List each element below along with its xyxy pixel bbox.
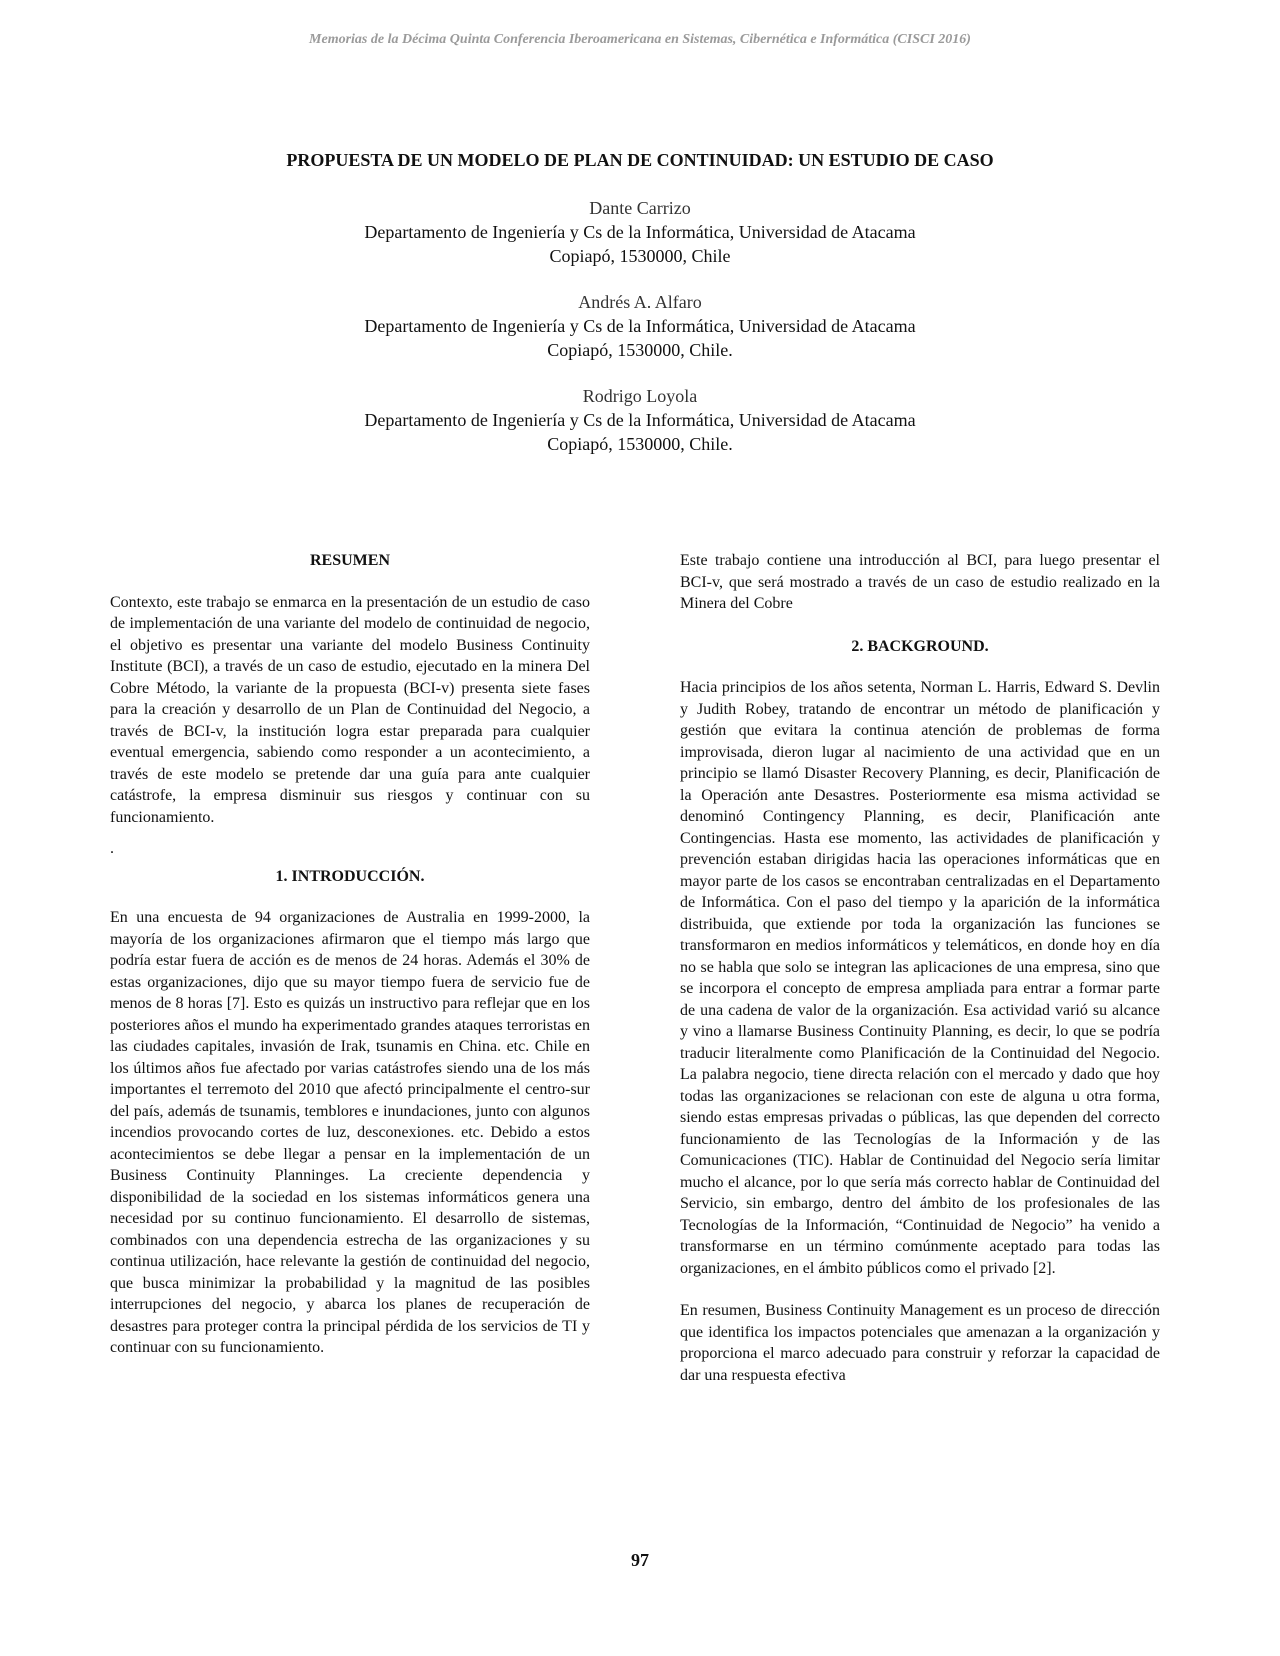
paper-title: PROPUESTA DE UN MODELO DE PLAN DE CONTINUIDAD: UN ESTUDIO DE CASO bbox=[286, 150, 994, 170]
left-column bbox=[110, 550, 590, 1359]
resumen-heading: RESUMEN bbox=[309, 552, 390, 569]
page-number: 97 bbox=[631, 1550, 649, 1570]
right-column bbox=[680, 550, 1160, 1386]
spacer bbox=[680, 1279, 1160, 1300]
author-name: Dante Carrizo bbox=[589, 198, 691, 218]
background-paragraph: Hacia principios de los años setenta, Norman L. Harris, Edward S. Devlin y Judith Robey, tratando de encontrar un método de planificación y gestión que evitara la continua atención de problemas de forma improvisada, dieron lugar al nacimiento de una actividad que en un principio se llamó Disaster Recovery Planning, es decir, Planificación de la Operación ante Desastres. Posteriormente esa misma actividad se denominó Contingency Planning, es decir, Planificación ante Contingencias. Hasta ese momento, las actividades de planificación y prevención estaban dirigidas hacia las operaciones informáticas que en mayor parte de los casos se encontraban centralizadas en el Departamento de Informática. Con el paso del tiempo y la aparición de la informática distribuida, que extiende por toda la organización las funciones se transformaron en medios informáticos y telemáticos, en donde hoy en día no se habla que solo se integran las aplicaciones de una empresa, sino que se incorpora el concepto de empresa ampliada para entrar a formar parte de una cadena de valor de la organización. Esa actividad varió su alcance y vino a llamarse Business Continuity Planning, es decir, lo que se podría traducir literalmente como Planificación de la Continuidad del Negocio. La palabra negocio, tiene directa relación con el mercado y dado que hoy todas las organizaciones se relacionan con este de alguna u otra forma, siendo estas empresas privadas o públicas, las que dependen del correcto funcionamiento de las Tecnologías de la Información y de las Comunicaciones (TIC). Hablar de Continuidad del Negocio sería limitar mucho el alcance, por lo que sería más correcto hablar de Continuidad del Servicio, sin embargo, dentro del ámbito de los profesionales de las Tecnologías de la Información, “Continuidad de Negocio” ha venido a transformarse en un término comúnmente aceptado para todas las organizaciones, en el ámbito públicos como el privado [2]. bbox=[680, 679, 1160, 1277]
background-heading: 2. BACKGROUND. bbox=[851, 637, 989, 655]
author-location: Copiapó, 1530000, Chile bbox=[549, 246, 731, 266]
author-affiliation: Departamento de Ingeniería y Cs de la Informática, Universidad de Atacama bbox=[364, 410, 916, 430]
resumen-paragraph: Contexto, este trabajo se enmarca en la presentación de un estudio de caso de implementación de una variante del modelo de continuidad de negocio, el objetivo es presentar una variante del modelo Business Continuity Institute (BCI), a través de un caso de estudio, ejecutado en la minera Del Cobre Método, la variante de la propuesta (BCI-v) presenta siete fases para la creación y desarrollo de un Plan de Continuidad del Negocio, a través de BCI-v, la institución logra estar preparada para cualquier eventual emergencia, sabiendo como responder a un acontecimiento, a través de este modelo se pretende dar una guía para ante cualquier catástrofe, la empresa disminuir sus riesgos y continuar con su funcionamiento. bbox=[110, 593, 590, 826]
author-location: Copiapó, 1530000, Chile. bbox=[547, 434, 733, 454]
spacer bbox=[680, 615, 1160, 636]
author-block bbox=[0, 384, 1280, 456]
author-location: Copiapó, 1530000, Chile. bbox=[547, 340, 733, 360]
author-name: Rodrigo Loyola bbox=[582, 386, 698, 406]
running-header: Memorias de la Décima Quinta Conferencia Iberoamericana en Sistemas, Cibernética e Informática (CISCI 2016) bbox=[309, 32, 971, 47]
stray-dot: . bbox=[110, 840, 114, 857]
author-affiliation: Departamento de Ingeniería y Cs de la Informática, Universidad de Atacama bbox=[364, 316, 916, 336]
author-name: Andrés A. Alfaro bbox=[578, 292, 702, 312]
introduccion-paragraph: En una encuesta de 94 organizaciones de Australia en 1999-2000, la mayoría de los organizaciones afirmaron que el tiempo más largo que podría estar fuera de acción es de menos de 24 horas. Además el 30% de estas organizaciones, dijo que su mayor tiempo fuera de servicio fue de menos de 8 horas [7]. Esto es quizás un instructivo para reflejar que en los posteriores años el mundo ha experimentado grandes ataques terroristas en las ciudades capitales, invasión de Irak, tsunamis en China. etc. Chile en los últimos años fue afectado por varias catástrofes siendo una de los más importantes el terremoto del 2010 que afectó principalmente el centro-sur del país, además de tsunamis, temblores e inundaciones, junto con algunos incendios provocando cortes de luz, desconexiones. etc. Debido a estos acontecimientos se debe llegar a pensar en la implementación de un Business Continuity Planninges. La creciente dependencia y disponibilidad de la sociedad en los sistemas informáticos genera una necesidad por su continuo funcionamiento. El desarrollo de sistemas, combinados con una dependencia estrecha de las organizaciones y su continua utilización, hace relevante la gestión de continuidad del negocio, que busca minimizar la probabilidad y la magnitud de las posibles interrupciones del negocio, y abarca los planes de recuperación de desastres para proteger contra la principal pérdida de los servicios de TI y continuar con su funcionamiento. bbox=[110, 909, 590, 1356]
author-block bbox=[0, 290, 1280, 362]
author-affiliation: Departamento de Ingeniería y Cs de la Informática, Universidad de Atacama bbox=[364, 222, 916, 242]
author-list bbox=[0, 196, 1280, 478]
introduccion-heading: 1. INTRODUCCIÓN. bbox=[275, 867, 425, 885]
summary-paragraph: En resumen, Business Continuity Management es un proceso de dirección que identifica los impactos potenciales que amenazan a la organización y proporciona el marco adecuado para construir y reforzar la capacidad de dar una respuesta efectiva bbox=[680, 1302, 1160, 1384]
author-block bbox=[0, 196, 1280, 268]
introduccion-continuation-paragraph: Este trabajo contiene una introducción al BCI, para luego presentar el BCI-v, que será mostrado a través de un caso de estudio realizado en la Minera del Cobre bbox=[680, 552, 1160, 612]
